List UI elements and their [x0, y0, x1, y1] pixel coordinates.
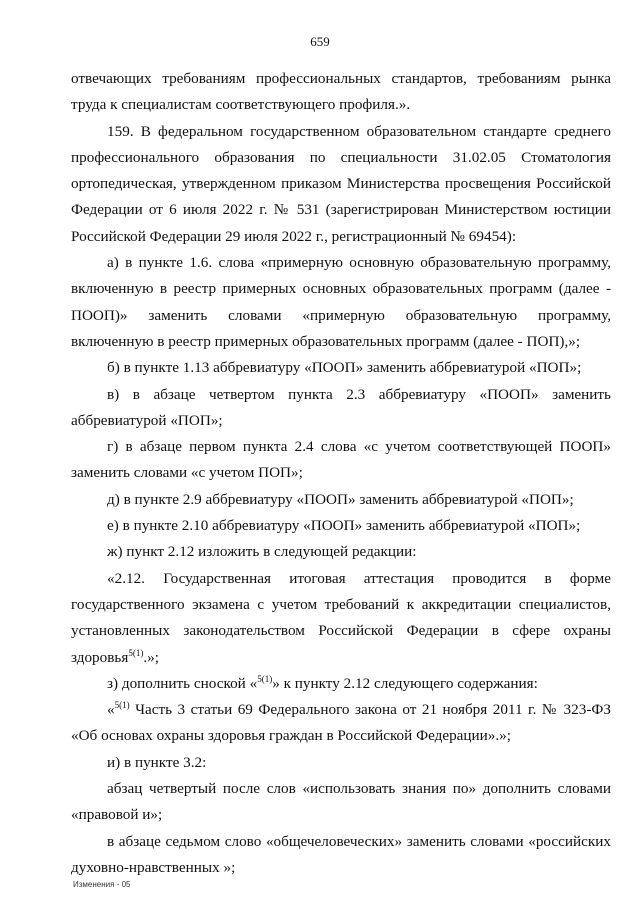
item-d: д) в пункте 2.9 аббревиатуру «ПООП» заменить аббревиатурой «ПОП»;	[107, 490, 574, 508]
item-z-start: з) дополнить сноской «	[107, 674, 258, 692]
footnote-marker: 5(1)	[257, 673, 273, 684]
footnote-open: «	[107, 701, 115, 719]
footnote-marker: 5(1)	[128, 647, 144, 658]
quote-end: .»;	[143, 648, 159, 666]
item-zh: ж) пункт 2.12 изложить в следующей редакции:	[107, 543, 417, 561]
page-number: 659	[310, 34, 330, 49]
paragraph-159: 159. В федеральном государственном образовательном стандарте среднего профессионального образования по специальности 31.02.05 Стоматология ортопедическая, утвержденном приказом Министерства просвещения Российской Федерации от 6 июля 2022 г. № 531 (зарегистрирован Министерством юстиции Российской Федерации 29 июля 2022 г., регистрационный № 69454):	[71, 122, 611, 245]
item-b: б) в пункте 1.13 аббревиатуру «ПООП» заменить аббревиатурой «ПОП»;	[107, 359, 582, 377]
paragraph-continuation: отвечающих требованиям профессиональных стандартов, требованиям рынка труда к специалистам соответствующего профиля.».	[71, 70, 611, 114]
item-i-2: в абзаце седьмом слово «общечеловеческих» заменить словами «российских духовно-нравственных »;	[71, 832, 611, 876]
quote-text: «2.12. Государственная итоговая аттестация проводится в форме государственного экзамена с учетом требований к аккредитации специалистов, установленных законодательством Российской Федерации в сфере охраны здоровья	[71, 569, 611, 666]
item-a: а) в пункте 1.6. слова «примерную основную образовательную программу, включенную в реестр примерных основных образовательных программ (далее - ПООП)» заменить словами «примерную образовательную программу, включенную в реестр примерных образовательных программ (далее - ПОП),»;	[71, 254, 611, 350]
item-i: и) в пункте 3.2:	[107, 753, 207, 771]
item-v: в) в абзаце четвертом пункта 2.3 аббревиатуру «ПООП» заменить аббревиатурой «ПОП»;	[71, 385, 611, 429]
item-i-1: абзац четвертый после слов «использовать знания по» дополнить словами «правовой и»;	[71, 780, 611, 824]
footnote-text	[71, 697, 611, 750]
document-body	[71, 66, 611, 881]
item-e: е) в пункте 2.10 аббревиатуру «ПООП» заменить аббревиатурой «ПОП»;	[107, 517, 581, 535]
item-z-end: » к пункту 2.12 следующего содержания:	[272, 674, 538, 692]
page-footer: Изменения - 05	[73, 880, 131, 889]
quote-2-12	[71, 566, 611, 671]
footnote-marker: 5(1)	[114, 700, 130, 711]
item-g: г) в абзаце первом пункта 2.4 слова «с учетом соответствующей ПООП» заменить словами «с учетом ПОП»;	[71, 438, 611, 482]
footnote-body: Часть 3 статьи 69 Федерального закона от 21 ноября 2011 г. № 323-ФЗ «Об основах охраны здоровья граждан в Российской Федерации».»;	[71, 701, 611, 745]
item-z	[71, 671, 611, 697]
